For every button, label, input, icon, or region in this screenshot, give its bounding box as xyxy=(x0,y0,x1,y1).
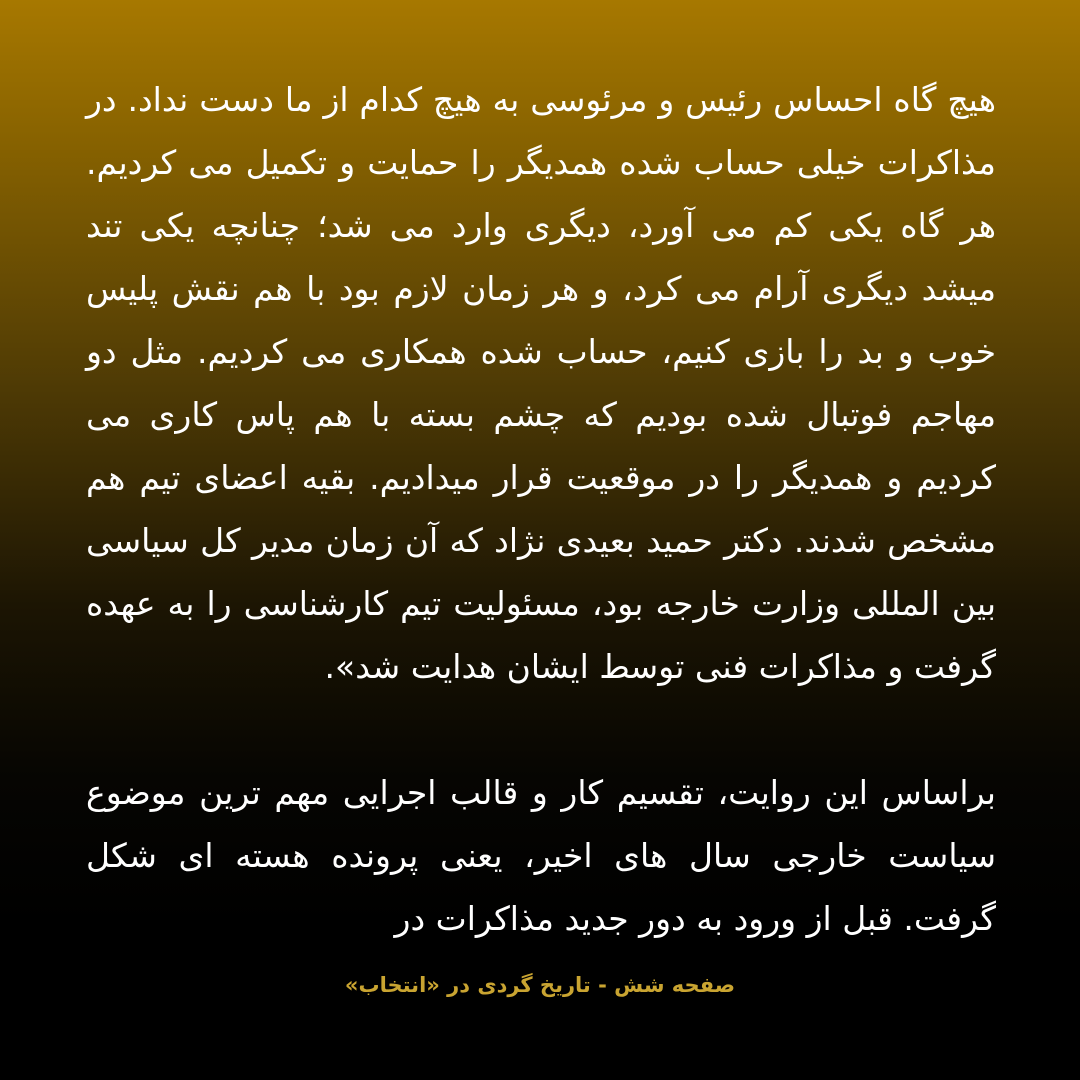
article-paragraph-2: براساس این روایت، تقسیم کار و قالب اجرایی مهم ترین موضوع سیاست خارجی سال های اخیر، یعنی پرونده هسته ای شکل گرفت. قبل از ورود به دور جدید مذاکرات در xyxy=(86,773,996,938)
article-paragraph-1: هیچ گاه احساس رئیس و مرئوسی به هیچ کدام از ما دست نداد. در مذاکرات خیلی حساب شده همدیگر را حمایت و تکمیل می کردیم. هر گاه یکی کم می آورد، دیگری وارد می شد؛ چنانچه یکی تند میشد دیگری آرام می کرد، و هر زمان لازم بود با هم نقش پلیس خوب و بد را بازی کنیم، حساب شده همکاری می کردیم. مثل دو مهاجم فوتبال شده بودیم که چشم بسته با هم پاس کاری می کردیم و همدیگر را در موقعیت قرار میدادیم. بقیه اعضای تیم هم مشخص شدند. دکتر حمید بعیدی نژاد که آن زمان مدیر کل سیاسی بین المللی وزارت خارجه بود، مسئولیت تیم کارشناسی را به عهده گرفت و مذاکرات فنی توسط ایشان هدایت شد». xyxy=(86,80,996,686)
article-body xyxy=(86,68,996,950)
page-caption: صفحه شش - تاریخ گردی در «انتخاب» xyxy=(344,973,736,997)
